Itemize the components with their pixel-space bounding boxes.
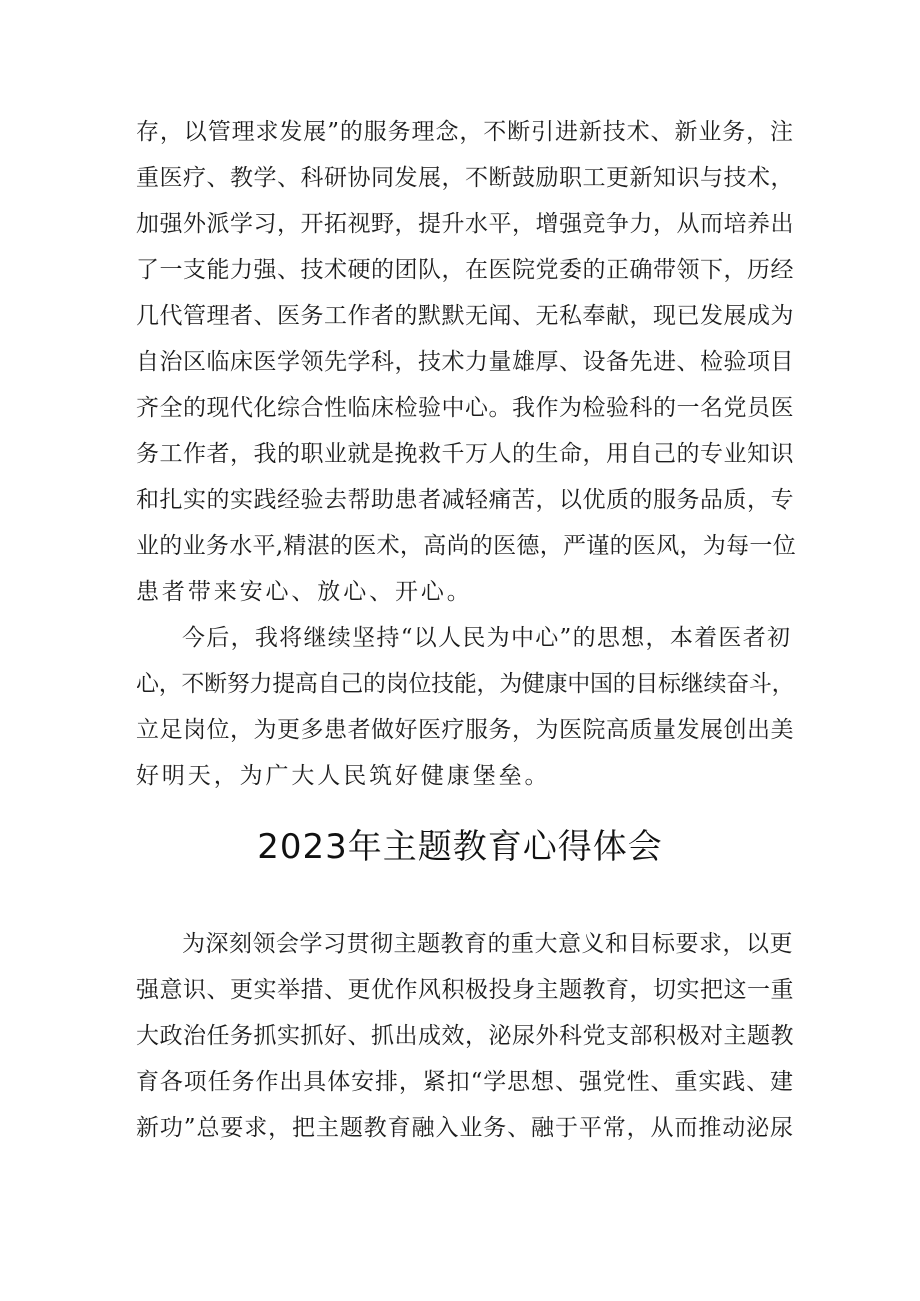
text-line: 立足岗位，为更多患者做好医疗服务，为医院高质量发展创出美 (136, 717, 794, 743)
text-line: 几代管理者、医务工作者的默默无闻、无私奉献，现已发展成为 (136, 303, 794, 329)
text-line: 强意识、更实举措、更优作风积极投身主题教育，切实把这一重 (136, 977, 794, 1003)
text-line: 加强外派学习，开拓视野，提升水平，增强竞争力，从而培养出 (136, 211, 794, 237)
text-line: 了一支能力强、技术硬的团队，在医院党委的正确带领下，历经 (136, 257, 794, 283)
text-line: 齐全的现代化综合性临床检验中心。我作为检验科的一名党员医 (136, 395, 794, 421)
text-line: 重医疗、教学、科研协同发展，不断鼓励职工更新知识与技术， (136, 165, 794, 191)
text-line: 今后，我将继续坚持“以人民为中心”的思想，本着医者初 (182, 625, 792, 651)
text-line: 好明天，为广大人民筑好健康堡垒。 (136, 763, 551, 789)
text-line: 新功”总要求，把主题教育融入业务、融于平常，从而推动泌尿 (136, 1115, 794, 1141)
text-line: 和扎实的实践经验去帮助患者减轻痛苦，以优质的服务品质，专 (136, 487, 794, 513)
text-line: 心，不断努力提高自己的岗位技能，为健康中国的目标继续奋斗， (136, 671, 795, 697)
text-line: 育各项任务作出具体安排，紧扣“学思想、强党性、重实践、建 (136, 1069, 794, 1095)
text-line: 大政治任务抓实抓好、抓出成效，泌尿外科党支部积极对主题教 (136, 1023, 794, 1049)
text-line: 患者带来安心、放心、开心。 (136, 579, 473, 605)
section-title: 2023年主题教育心得体会 (257, 827, 663, 867)
text-line: 务工作者，我的职业就是挽救千万人的生命，用自己的专业知识 (136, 441, 794, 467)
text-line: 为深刻领会学习贯彻主题教育的重大意义和目标要求，以更 (182, 931, 793, 957)
text-line: 自治区临床医学领先学科，技术力量雄厚、设备先进、检验项目 (136, 349, 794, 375)
text-line: 业的业务水平,精湛的医术，高尚的医德，严谨的医风，为每一位 (136, 533, 797, 559)
text-line: 存，以管理求发展”的服务理念，不断引进新技术、新业务，注 (136, 119, 794, 145)
